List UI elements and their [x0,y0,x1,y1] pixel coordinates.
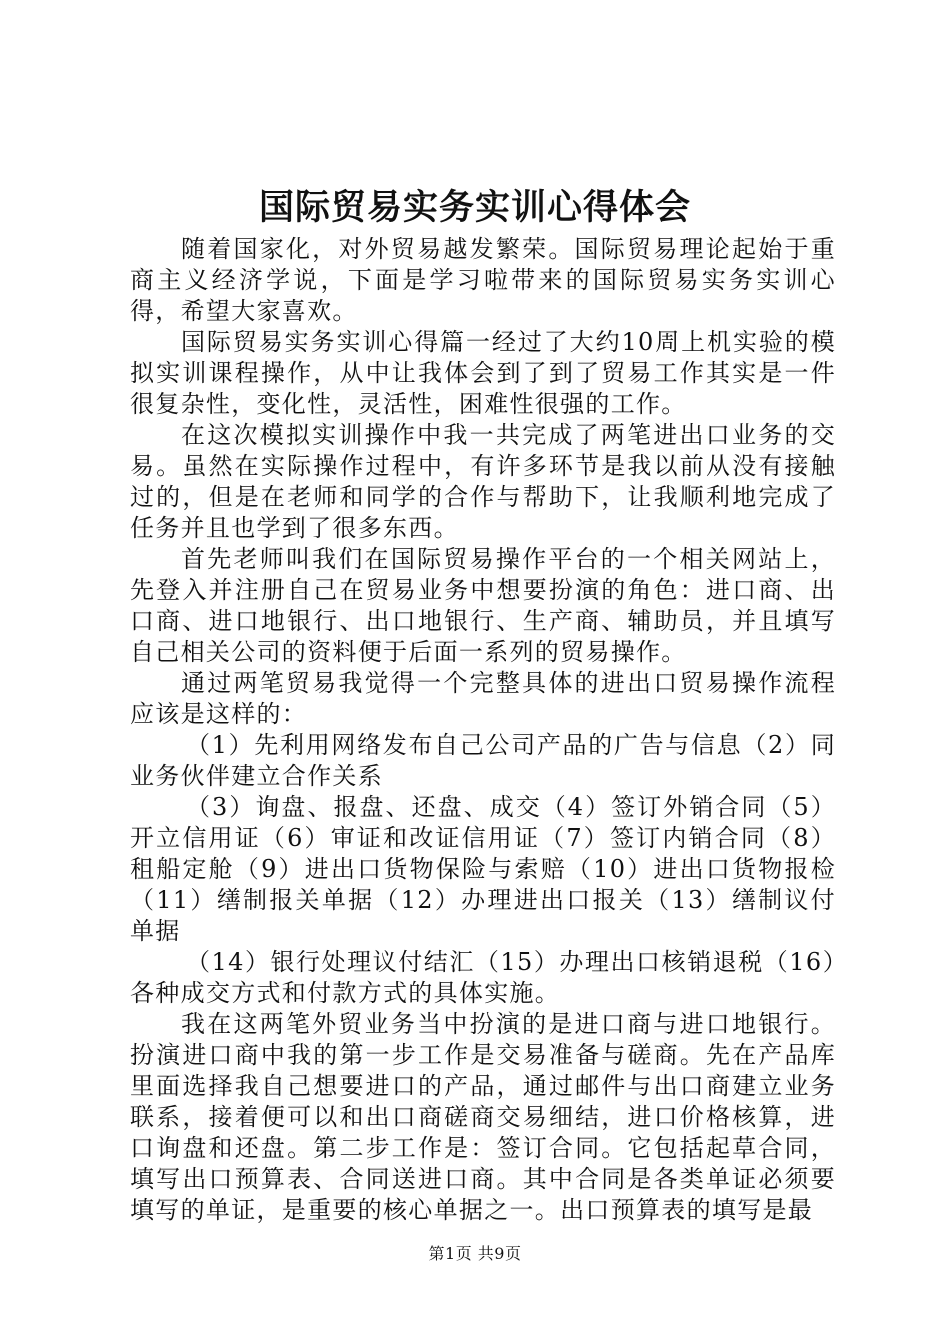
page-number-footer: 第1页 共9页 [428,1244,522,1263]
paragraph-experience-3: 首先老师叫我们在国际贸易操作平台的一个相关网站上，先登入并注册自己在贸易业务中想要扮演的角色：进口商、出口商、进口地银行、出口地银行、生产商、辅助员，并且填写自己相关公司的资料便于后面一系列的贸易操作。 [130,545,836,666]
paragraph-experience-2: 在这次模拟实训操作中我一共完成了两笔进出口业务的交易。虽然在实际操作过程中，有许多环节是我以前从没有接触过的，但是在老师和同学的合作与帮助下，让我顺利地完成了任务并且也学到了很多东西。 [130,421,836,542]
paragraph-role-description: 我在这两笔外贸业务当中扮演的是进口商与进口地银行。扮演进口商中我的第一步工作是交易准备与磋商。先在产品库里面选择我自己想要进口的产品，通过邮件与出口商建立业务联系，接着便可以和出口商磋商交易细结，进口价格核算，进口询盘和还盘。第二步工作是：签订合同。它包括起草合同，填写出口预算表、合同送进口商。其中合同是各类单证必须要填写的单证，是重要的核心单据之一。出口预算表的填写是最 [130,1010,836,1224]
paragraph-intro: 随着国家化，对外贸易越发繁荣。国际贸易理论起始于重商主义经济学说，下面是学习啦带来的国际贸易实务实训心得，希望大家喜欢。 [130,235,836,325]
paragraph-process-steps-3: （14）银行处理议付结汇（15）办理出口核销退税（16）各种成交方式和付款方式的具体实施。 [130,948,836,1007]
paragraph-experience-1: 国际贸易实务实训心得篇一经过了大约10周上机实验的模拟实训课程操作，从中让我体会到了到了贸易工作其实是一件很复杂性，变化性，灵活性，困难性很强的工作。 [130,328,836,418]
document-title: 国际贸易实务实训心得体会 [258,187,691,228]
paragraph-process-steps-1: （1）先利用网络发布自己公司产品的广告与信息（2）同业务伙伴建立合作关系 [130,731,836,790]
document-body [130,234,836,1226]
paragraph-process-intro: 通过两笔贸易我觉得一个完整具体的进出口贸易操作流程应该是这样的： [130,669,836,728]
paragraph-process-steps-2: （3）询盘、报盘、还盘、成交（4）签订外销合同（5）开立信用证（6）审证和改证信用证（7）签订内销合同（8）租船定舱（9）进出口货物保险与索赔（10）进出口货物报检（11）缮制报关单据（12）办理进出口报关（13）缮制议付单据 [130,793,836,945]
